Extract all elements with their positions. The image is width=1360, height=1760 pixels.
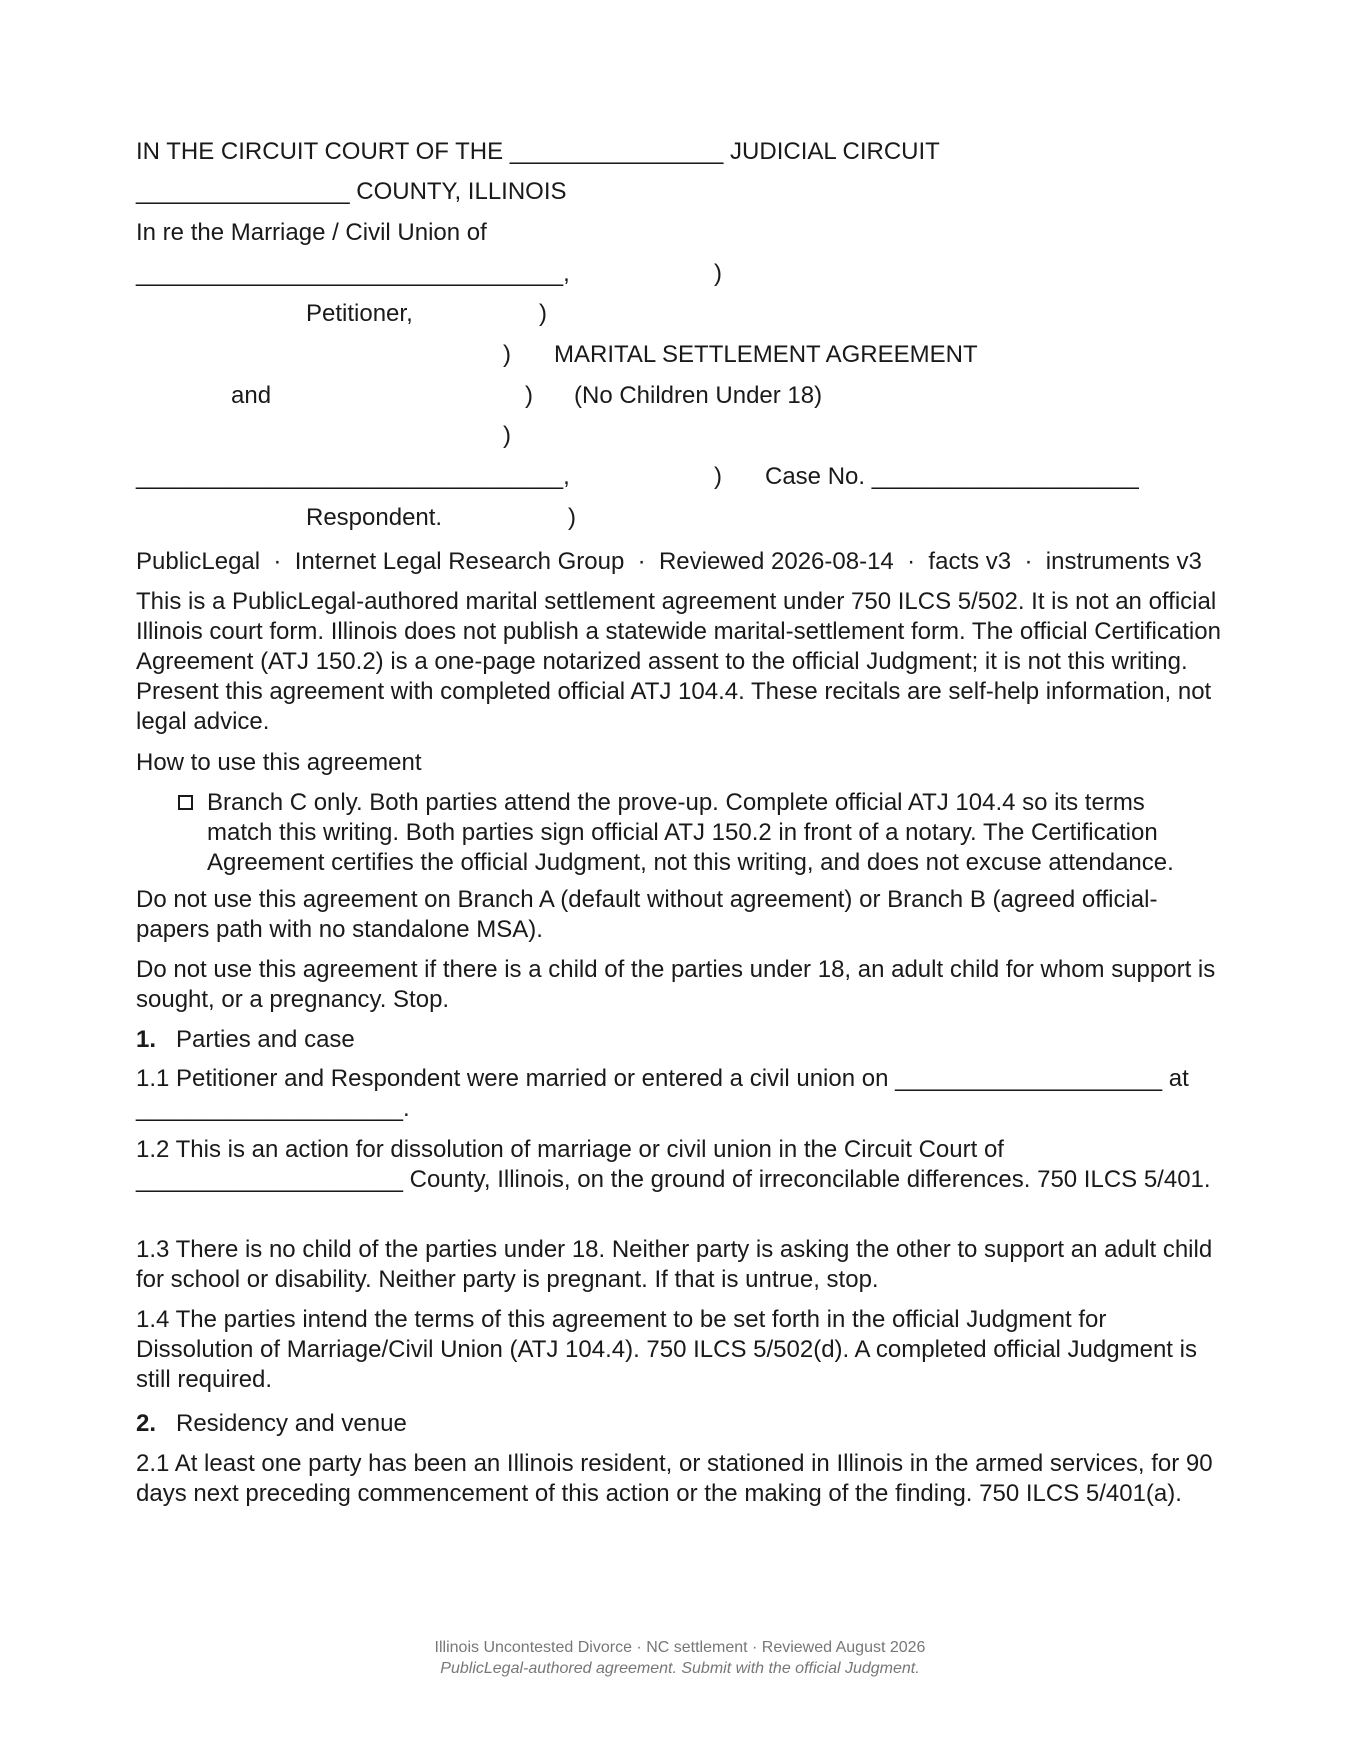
caption-paren: ) (503, 341, 511, 368)
footer-line-1: Illinois Uncontested Divorce · NC settlement · Reviewed August 2026 (434, 1639, 926, 1656)
paragraph-1-4: 1.4 The parties intend the terms of this agreement to be set forth in the official Judgment for Dissolution of Marriage/Civil Union (ATJ 104.4). 750 ILCS 5/502(d). A completed official Judgment is still required. (136, 1306, 1197, 1393)
in-re-line: In re the Marriage / Civil Union of (136, 219, 487, 246)
footer-line-2: PublicLegal-authored agreement. Submit with the official Judgment. (440, 1660, 920, 1677)
section-1-title: Parties and case (176, 1026, 355, 1053)
caption-paren: ) (539, 300, 547, 327)
intro-paragraph: This is a PublicLegal-authored marital settlement agreement under 750 ILCS 5/502. It is not an official Illinois court form. Illinois does not publish a statewide marital-settlement form. The official Certification Agreement (ATJ 150.2) is a one-page notarized assent to the official Judgment; it is not this writing. Present this agreement with completed official ATJ 104.4. These recitals are self-help information, not legal advice. (136, 588, 1221, 735)
how-to-heading: How to use this agreement (136, 749, 422, 776)
paragraph-1-3: 1.3 There is no child of the parties under 18. Neither party is asking the other to support an adult child for school or disability. Neither party is pregnant. If that is untrue, stop. (136, 1236, 1213, 1293)
paragraph-1-1: 1.1 Petitioner and Respondent were married or entered a civil union on ____________________ at ____________________. (136, 1065, 1189, 1122)
county-line: ________________ COUNTY, ILLINOIS (136, 178, 567, 205)
branch-c-checkbox[interactable] (178, 795, 193, 810)
case-number-field: Case No. ____________________ (765, 463, 1139, 490)
document-title: MARITAL SETTLEMENT AGREEMENT (554, 341, 978, 368)
section-2-number: 2. (136, 1410, 157, 1437)
warning-children: Do not use this agreement if there is a child of the parties under 18, an adult child for whom support is sought, or a pregnancy. Stop. (136, 956, 1216, 1013)
respondent-label: Respondent. (306, 504, 443, 531)
paragraph-1-2: 1.2 This is an action for dissolution of marriage or civil union in the Circuit Court of ____________________ County, Illinois, on the ground of irreconcilable differences. 750 ILCS 5/401. (136, 1136, 1211, 1193)
caption-paren: ) (714, 463, 722, 490)
and-label: and (231, 382, 272, 409)
court-line: IN THE CIRCUIT COURT OF THE ________________ JUDICIAL CIRCUIT (136, 138, 940, 165)
branch-c-text: Branch C only. Both parties attend the prove-up. Complete official ATJ 104.4 so its terms match this writing. Both parties sign official ATJ 150.2 in front of a notary. The Certification Agreement certifies the official Judgment, not this writing, and does not excuse attendance. (207, 789, 1174, 876)
caption-paren: ) (525, 382, 533, 409)
petitioner-name-blank: ________________________________, (136, 260, 570, 287)
section-2-title: Residency and venue (176, 1410, 407, 1437)
document-subtitle: (No Children Under 18) (574, 382, 823, 409)
respondent-name-blank: ________________________________, (136, 463, 570, 490)
section-1-number: 1. (136, 1026, 157, 1053)
caption-paren: ) (714, 260, 722, 287)
paragraph-2-1: 2.1 At least one party has been an Illinois resident, or stationed in Illinois in the armed services, for 90 days next preceding commencement of this action or the making of the finding. 750 ILCS 5/401(a). (136, 1450, 1213, 1507)
caption-paren: ) (503, 422, 511, 449)
warning-branches: Do not use this agreement on Branch A (default without agreement) or Branch B (agreed official-papers path with no standalone MSA). (136, 886, 1158, 943)
caption-paren: ) (568, 504, 576, 531)
meta-line: PublicLegal · Internet Legal Research Group · Reviewed 2026-08-14 · facts v3 · instruments v3 (136, 548, 1202, 575)
petitioner-label: Petitioner, (306, 300, 413, 327)
